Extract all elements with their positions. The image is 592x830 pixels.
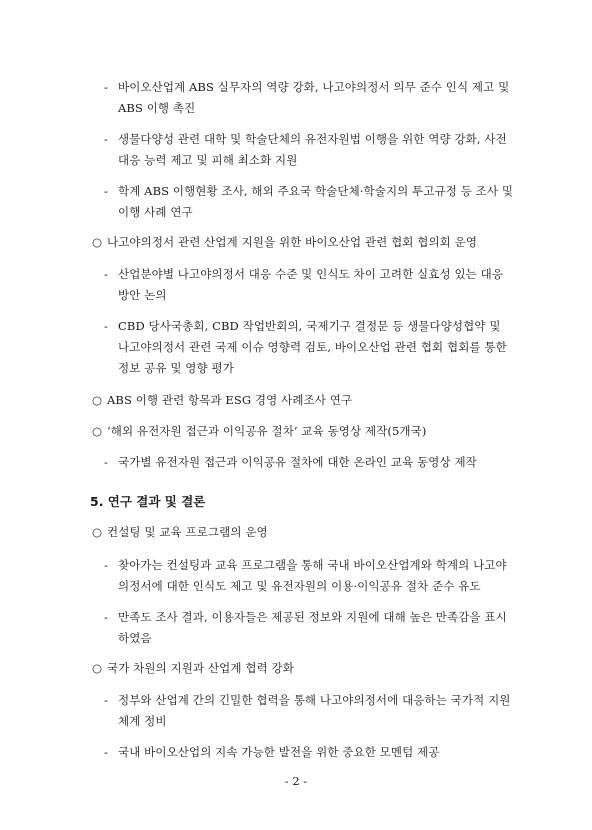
dash-marker: - <box>104 693 108 707</box>
bullet-text: 산업분야별 나고야의정서 대응 수준 및 인식도 차이 고려한 실효성 있는 대응 <box>118 267 504 281</box>
page-number: - 2 - <box>284 774 308 788</box>
bullet-text: 나고야의정서 관련 산업계 지원을 위한 바이오산업 관련 협회 협의회 운영 <box>107 235 478 249</box>
bullet-text: CBD 당사국총회, CBD 작업반회의, 국제기구 결정문 등 생물다양성협약 및 <box>118 319 501 333</box>
bullet-text: ABS 이행 관련 항목과 ESG 경영 사례조사 연구 <box>107 393 353 407</box>
bullet-text-continued: 의정서에 대한 인식도 제고 및 유전자원의 이용·이익공유 절차 준수 유도 <box>118 579 481 593</box>
bullet-text-continued: ABS 이행 촉진 <box>118 101 196 115</box>
bullet-text: ‘해외 유전자원 접근과 이익공유 절차’ 교육 동영상 제작(5개국) <box>107 424 427 438</box>
circle-marker: ○ <box>92 235 103 249</box>
circle-marker: ○ <box>92 661 103 675</box>
bullet-text: 학계 ABS 이행현황 조사, 해외 주요국 학술단체·학술지의 투고규정 등 조사 및 <box>118 184 514 198</box>
bullet-text: 정부와 산업계 간의 긴밀한 협력을 통해 나고야의정서에 대응하는 국가적 지원 <box>118 693 511 707</box>
bullet-text-continued: 대응 능력 제고 및 피해 최소화 지원 <box>118 153 298 167</box>
circle-marker: ○ <box>92 393 103 407</box>
dash-marker: - <box>104 455 108 469</box>
circle-marker: ○ <box>92 525 103 539</box>
dash-marker: - <box>104 132 108 146</box>
bullet-text: 생물다양성 관련 대학 및 학술단체의 유전자원법 이행을 위한 역량 강화, 사전 <box>118 132 507 146</box>
bullet-text-continued: 방안 논의 <box>118 288 167 302</box>
bullet-text-continued: 체계 정비 <box>118 714 167 728</box>
bullet-text-continued: 정보 공유 및 영향 평가 <box>118 361 234 375</box>
dash-marker: - <box>104 184 108 198</box>
dash-marker: - <box>104 610 108 624</box>
dash-marker: - <box>104 745 108 759</box>
dash-marker: - <box>104 319 108 333</box>
circle-marker: ○ <box>92 424 103 438</box>
bullet-text-continued: 나고야의정서 관련 국제 이슈 영향력 검토, 바이오산업 관련 협회 협회를 통한 <box>118 340 507 354</box>
bullet-text-continued: 이행 사례 연구 <box>118 205 193 219</box>
bullet-text: 국내 바이오산업의 지속 가능한 발전을 위한 중요한 모멘텀 제공 <box>118 745 440 759</box>
dash-marker: - <box>104 80 108 94</box>
dash-marker: - <box>104 267 108 281</box>
bullet-text-continued: 하였음 <box>118 631 152 645</box>
bullet-text: 컨설팅 및 교육 프로그램의 운영 <box>107 525 268 539</box>
bullet-text: 찾아가는 컨설팅과 교육 프로그램을 통해 국내 바이오산업계와 학계의 나고야 <box>118 558 507 572</box>
section-heading: 5. 연구 결과 및 결론 <box>90 494 206 509</box>
bullet-text: 국가별 유전자원 접근과 이익공유 절차에 대한 온라인 교육 동영상 제작 <box>118 455 477 469</box>
bullet-text: 바이오산업계 ABS 실무자의 역량 강화, 나고야의정서 의무 준수 인식 제고 및 <box>118 80 510 94</box>
bullet-text: 만족도 조사 결과, 이용자들은 제공된 정보와 지원에 대해 높은 만족감을 표시 <box>118 610 507 624</box>
dash-marker: - <box>104 558 108 572</box>
bullet-text: 국가 차원의 지원과 산업계 협력 강화 <box>107 661 294 675</box>
